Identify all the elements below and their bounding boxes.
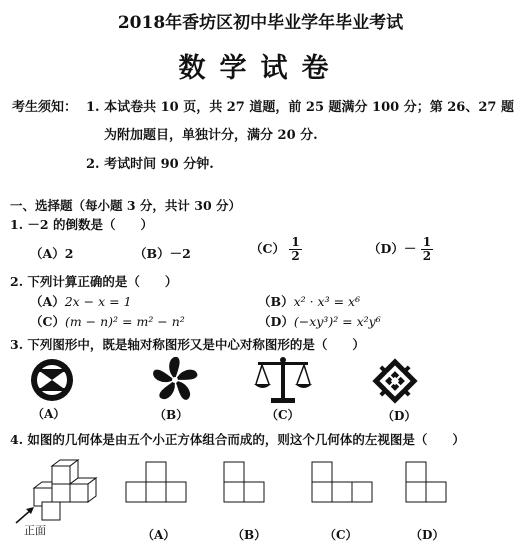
q4-label-d: （D） (410, 528, 445, 542)
q4-option-c-view (310, 460, 380, 504)
notice-item1-line1: 1. 本试卷共 10 页，共 27 道题，前 25 题满分 100 分；第 26、27 题 (86, 100, 514, 115)
q3-label-d: （D） (382, 409, 417, 423)
q1-c-denominator: 2 (291, 249, 300, 263)
q2-stem: 2. 下列计算正确的是（ ） (10, 274, 178, 289)
q2-a-prefix: （A） (30, 294, 65, 309)
q2-option-d (258, 312, 381, 330)
exam-title: 2018年香坊区初中毕业学年毕业考试 (117, 13, 404, 33)
q1-option-d-fraction (421, 236, 433, 263)
subject-title: 数学试卷 (178, 53, 343, 84)
q4-option-d-view (404, 460, 464, 504)
q1-option-a: （A）2 (30, 246, 74, 261)
q3-label-c: （C） (266, 408, 300, 422)
q1-stem: 1. －2 的倒数是（ ） (10, 217, 153, 232)
q2-c-prefix: （C） (30, 314, 65, 329)
q4-label-c: （C） (324, 528, 358, 542)
q2-b-prefix: （B） (258, 294, 294, 309)
q2-d-prefix: （D） (258, 314, 294, 329)
q2-a-math: 2x − x = 1 (64, 294, 132, 309)
notice-item1-line2: 为附加题目，单独计分，满分 20 分. (104, 128, 318, 143)
q3-figure-c-scale (254, 356, 312, 406)
q2-option-c (30, 312, 185, 330)
q2-c-math: (m − n)² = m² − n² (64, 314, 185, 329)
q3-figure-b-pinwheel (150, 355, 200, 405)
q1-option-d (368, 236, 433, 263)
notice-item2: 2. 考试时间 90 分钟. (86, 157, 214, 172)
section-heading: 一、选择题（每小题 3 分，共计 30 分） (10, 198, 242, 213)
q4-label-b: （B） (232, 528, 267, 542)
q1-d-denominator: 2 (422, 249, 432, 263)
q1-option-c (250, 236, 302, 263)
q2-option-b (258, 292, 360, 310)
q1-option-b: （B）－2 (134, 246, 191, 261)
q1-d-numerator: 1 (422, 235, 432, 249)
q3-stem: 3. 下列图形中，既是轴对称图形又是中心对称图形的是（ ） (10, 337, 365, 352)
q1-option-c-prefix: （C） (250, 241, 285, 256)
q3-figure-a-hourglass (30, 358, 74, 402)
q3-label-b: （B） (154, 408, 189, 422)
q1-c-numerator: 1 (291, 235, 300, 249)
q1-option-d-prefix: （D）－ (368, 241, 417, 256)
q4-stem: 4. 如图的几何体是由五个小正方体组合而成的，则这个几何体的左视图是（ ） (10, 432, 465, 447)
q2-d-math: (−xy³)² = x²y⁶ (293, 314, 381, 329)
q2-option-a (30, 292, 132, 310)
notice-label: 考生须知： (12, 100, 78, 115)
q4-option-b-view (222, 460, 282, 504)
q4-option-a-view (124, 460, 204, 504)
front-label: 正面 (24, 524, 46, 537)
q2-b-math: x² · x³ = x⁶ (293, 294, 361, 309)
q4-label-a: （A） (142, 528, 176, 542)
q1-option-c-fraction (289, 236, 301, 263)
q3-figure-d-knot (370, 356, 420, 406)
q3-label-a: （A） (32, 407, 66, 421)
